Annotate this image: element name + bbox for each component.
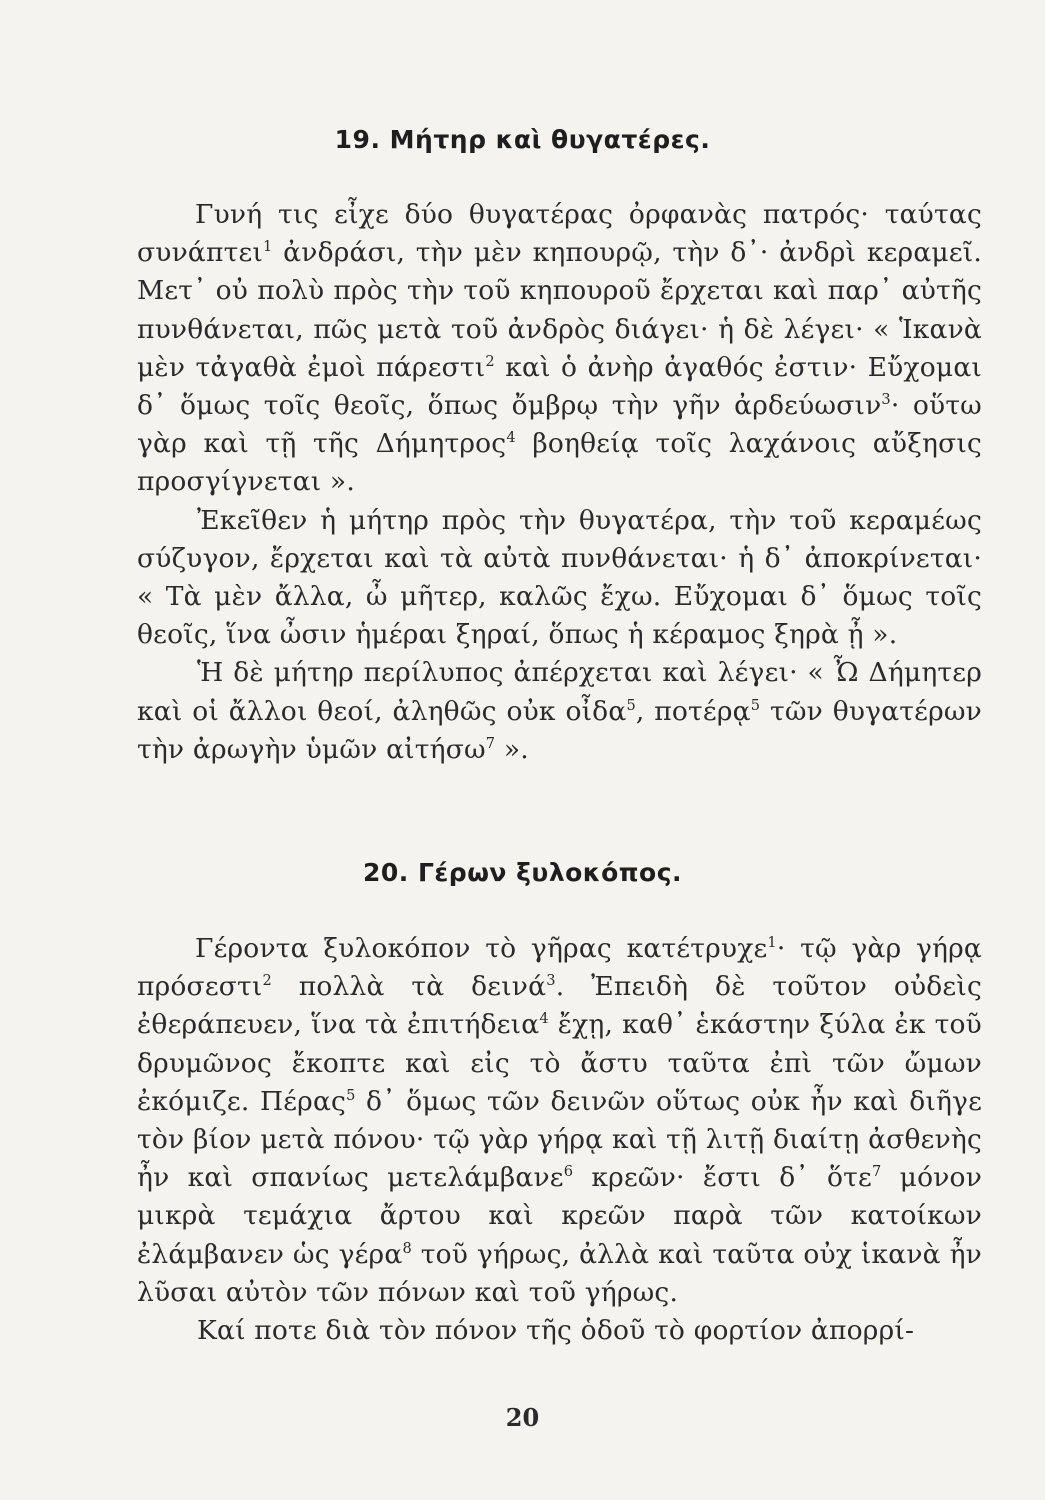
footnote-marker: 7 xyxy=(485,735,496,753)
text-run: Καί ποτε διὰ τὸν πόνον τῆς ὁδοῦ τὸ φορτίον ἀπορρί- xyxy=(197,1315,915,1347)
story-19-text xyxy=(137,196,982,769)
page-number: 20 xyxy=(505,1403,540,1432)
footnote-marker: 4 xyxy=(506,429,516,447)
text-run: ἀνδράσι, τὴν μὲν κηπουρῷ, τὴν δ᾽· ἀνδρὶ κεραμεῖ. Μετ᾽ οὐ πολὺ πρὸς τὴν τοῦ κηπουροῦ ἔρχεται καὶ παρ᾽ αὐτῆς πυνθάνεται, πῶς μετὰ τοῦ ἀνδρὸς διάγει· ἡ δὲ λέγει· « Ἱκανὰ μὲν τἀγαθὰ ἐμοὶ πάρεστι xyxy=(137,237,982,383)
text-run: . Ἐπειδὴ δὲ τοῦτον οὐδεὶς ἐθεράπευεν, ἵνα τὰ ἐπιτήδεια xyxy=(137,971,982,1041)
paragraph xyxy=(137,1312,982,1350)
paragraph xyxy=(137,502,982,655)
footnote-marker: 5 xyxy=(346,1086,356,1104)
text-run: βοηθείᾳ τοῖς λαχάνοις αὔξησις προσγίγνεται ». xyxy=(137,428,982,498)
story-20-title: 20. Γέρων ξυλοκόπος. xyxy=(362,858,683,887)
footnote-marker: 5 xyxy=(626,696,636,714)
footnote-marker: 7 xyxy=(871,1163,882,1181)
text-run: Γέροντα ξυλοκόπον τὸ γῆρας κατέτρυχε xyxy=(195,933,768,964)
footnote-marker: 1 xyxy=(263,238,273,256)
text-run: ἔχῃ, καθ᾽ ἑκάστην ξύλα ἐκ τοῦ δρυμῶνος ἔκοπτε καὶ εἰς τὸ ἄστυ ταῦτα ἐπὶ τῶν ὤμων ἐκόμιζε. Πέρας xyxy=(137,1009,982,1117)
footnote-marker: 3 xyxy=(881,391,891,409)
text-run: · τῷ γὰρ γήρᾳ πρόσεστι xyxy=(137,933,982,1003)
footnote-marker: 1 xyxy=(767,934,777,952)
paragraph xyxy=(137,930,982,1312)
text-run: τοῦ γήρως, ἀλλὰ καὶ ταῦτα οὐχ ἱκανὰ ἦν λῦσαι αὐτὸν τῶν πόνων καὶ τοῦ γήρως. xyxy=(137,1238,982,1308)
text-run: ». xyxy=(495,733,529,765)
text-run: μόνον μικρὰ τεμάχια ἄρτου καὶ κρεῶν παρὰ τῶν κατοίκων ἐλάμβανεν ὡς γέρα xyxy=(137,1162,982,1270)
footnote-marker: 4 xyxy=(539,1010,549,1028)
text-run: · οὕτω γὰρ καὶ τῇ τῆς Δήμητρος xyxy=(137,390,982,460)
footnote-marker: 6 xyxy=(563,1163,574,1181)
text-run: καὶ ὁ ἀνὴρ ἀγαθός ἐστιν· Εὔχομαι δ᾽ ὅμως τοῖς θεοῖς, ὅπως ὄμβρῳ τὴν γῆν ἀρδεύωσιν xyxy=(137,351,983,422)
story-19-title: 19. Μήτηρ καὶ θυγατέρες. xyxy=(334,125,711,154)
text-run: Γυνή τις εἶχε δύο θυγατέρας ὀρφανὰς πατρός· ταύτας συνάπτει xyxy=(137,199,982,269)
text-run: Ἡ δὲ μήτηρ περίλυπος ἀπέρχεται καὶ λέγει· « Ὦ Δήμητερ καὶ οἱ ἄλλοι θεοί, ἀληθῶς οὐκ οἶδα xyxy=(137,657,982,727)
story-20-text xyxy=(137,930,982,1350)
paragraph xyxy=(137,654,982,769)
text-run: δ᾽ ὅμως τῶν δεινῶν οὕτως οὐκ ἦν καὶ διῆγε τὸν βίον μετὰ πόνου· τῷ γὰρ γήρᾳ καὶ τῇ λιτῇ διαίτῃ ἀσθενὴς ἦν καὶ σπανίως μετελάμβανε xyxy=(137,1085,983,1194)
text-run: , ποτέρᾳ xyxy=(635,695,751,727)
footnote-marker: 8 xyxy=(402,1239,412,1257)
text-run: Ἐκεῖθεν ἡ μήτηρ πρὸς τὴν θυγατέρα, τὴν τοῦ κεραμέως σύζυγον, ἔρχεται καὶ τὰ αὐτὰ πυνθάνεται· ἡ δ᾽ ἀποκρίνεται· « Τὰ μὲν ἄλλα, ὦ μῆτερ, καλῶς ἔχω. Εὔχομαι δ᾽ ὅμως τοῖς θεοῖς, ἵνα ὦσιν ἡμέραι ξηραί, ὅπως ἡ κέραμος ξηρὰ ᾖ ». xyxy=(137,504,982,651)
text-run: τῶν θυγατέρων τὴν ἀρωγὴν ὑμῶν αἰτήσω xyxy=(137,695,982,765)
footnote-marker: 3 xyxy=(546,972,556,990)
paragraph xyxy=(137,196,982,502)
footnote-marker: 2 xyxy=(485,352,495,370)
text-run: κρεῶν· ἔστι δ᾽ ὅτε xyxy=(573,1162,872,1194)
footnote-marker: 5 xyxy=(750,696,761,714)
footnote-marker: 2 xyxy=(262,972,272,990)
text-run: πολλὰ τὰ δεινά xyxy=(271,971,547,1003)
